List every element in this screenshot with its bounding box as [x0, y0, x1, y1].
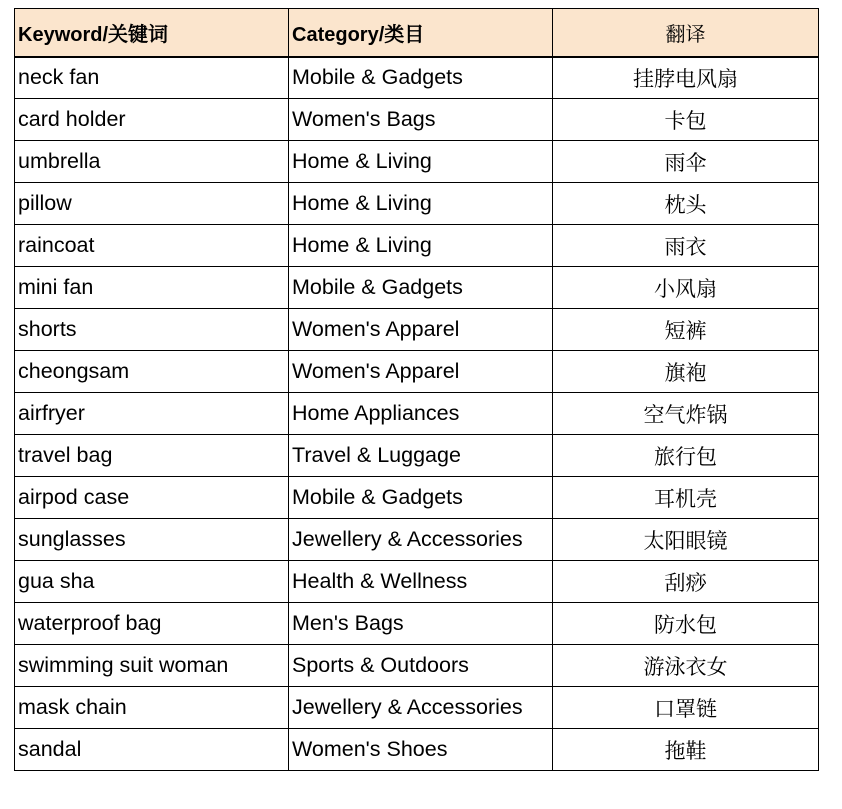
cell-category: Home & Living: [289, 141, 553, 183]
cell-translation: 空气炸锅: [553, 393, 819, 435]
cell-category: Men's Bags: [289, 603, 553, 645]
cell-category: Women's Shoes: [289, 729, 553, 771]
cell-keyword: airfryer: [15, 393, 289, 435]
table-row: [15, 57, 819, 99]
cell-keyword: mask chain: [15, 687, 289, 729]
table-row: [15, 645, 819, 687]
cell-keyword: gua sha: [15, 561, 289, 603]
cell-category: Mobile & Gadgets: [289, 267, 553, 309]
cell-category: Women's Apparel: [289, 351, 553, 393]
cell-translation: 防水包: [553, 603, 819, 645]
cell-translation: 挂脖电风扇: [553, 57, 819, 99]
cell-category: Women's Bags: [289, 99, 553, 141]
cell-translation: 小风扇: [553, 267, 819, 309]
table-row: [15, 267, 819, 309]
cell-category: Mobile & Gadgets: [289, 57, 553, 99]
cell-translation: 枕头: [553, 183, 819, 225]
cell-keyword: cheongsam: [15, 351, 289, 393]
cell-keyword: mini fan: [15, 267, 289, 309]
cell-translation: 旅行包: [553, 435, 819, 477]
cell-category: Jewellery & Accessories: [289, 687, 553, 729]
cell-keyword: sandal: [15, 729, 289, 771]
table-row: [15, 141, 819, 183]
header-category: Category/类目: [289, 9, 553, 57]
cell-category: Health & Wellness: [289, 561, 553, 603]
header-row: [15, 9, 819, 57]
cell-translation: 耳机壳: [553, 477, 819, 519]
cell-category: Home & Living: [289, 225, 553, 267]
table-body: [15, 57, 819, 771]
cell-category: Home & Living: [289, 183, 553, 225]
table-row: [15, 183, 819, 225]
cell-category: Jewellery & Accessories: [289, 519, 553, 561]
cell-keyword: swimming suit woman: [15, 645, 289, 687]
cell-keyword: neck fan: [15, 57, 289, 99]
cell-keyword: sunglasses: [15, 519, 289, 561]
cell-category: Home Appliances: [289, 393, 553, 435]
table-row: [15, 309, 819, 351]
header-keyword: Keyword/关键词: [15, 9, 289, 57]
cell-translation: 太阳眼镜: [553, 519, 819, 561]
cell-translation: 拖鞋: [553, 729, 819, 771]
cell-category: Women's Apparel: [289, 309, 553, 351]
table-row: [15, 351, 819, 393]
cell-translation: 卡包: [553, 99, 819, 141]
cell-keyword: umbrella: [15, 141, 289, 183]
cell-keyword: travel bag: [15, 435, 289, 477]
cell-keyword: raincoat: [15, 225, 289, 267]
table-row: [15, 225, 819, 267]
table-row: [15, 393, 819, 435]
cell-translation: 短裤: [553, 309, 819, 351]
header-translation: 翻译: [553, 9, 819, 57]
cell-keyword: card holder: [15, 99, 289, 141]
table-row: [15, 435, 819, 477]
cell-translation: 旗袍: [553, 351, 819, 393]
cell-category: Sports & Outdoors: [289, 645, 553, 687]
keyword-table: [14, 8, 819, 771]
table-row: [15, 603, 819, 645]
cell-translation: 雨衣: [553, 225, 819, 267]
cell-translation: 口罩链: [553, 687, 819, 729]
cell-translation: 游泳衣女: [553, 645, 819, 687]
cell-keyword: airpod case: [15, 477, 289, 519]
cell-keyword: shorts: [15, 309, 289, 351]
table-row: [15, 687, 819, 729]
cell-translation: 雨伞: [553, 141, 819, 183]
cell-category: Mobile & Gadgets: [289, 477, 553, 519]
cell-keyword: waterproof bag: [15, 603, 289, 645]
cell-keyword: pillow: [15, 183, 289, 225]
cell-translation: 刮痧: [553, 561, 819, 603]
table-row: [15, 729, 819, 771]
table-row: [15, 519, 819, 561]
table-row: [15, 99, 819, 141]
cell-category: Travel & Luggage: [289, 435, 553, 477]
table-row: [15, 477, 819, 519]
table-row: [15, 561, 819, 603]
